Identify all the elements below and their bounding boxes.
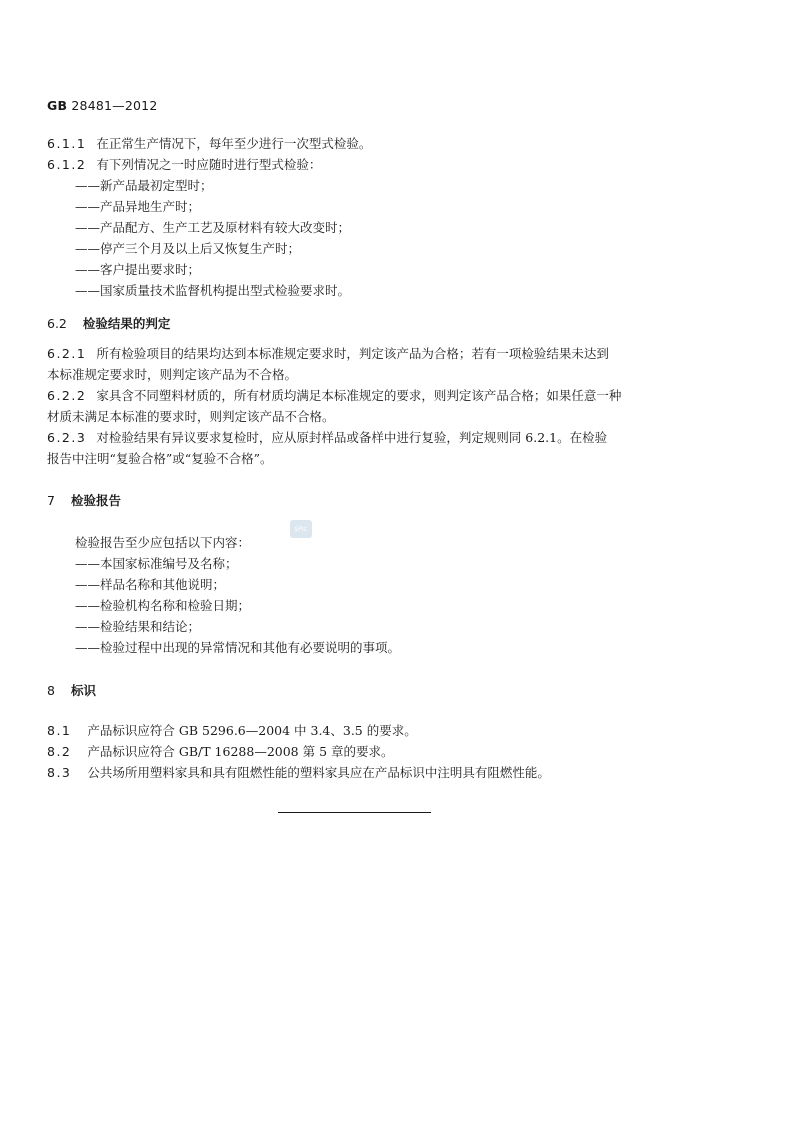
clause-8-2 [47,741,394,762]
clause-text: 公共场所用塑料家具和具有阻燃性能的塑料家具应在产品标识中注明具有阻燃性能。 [87,765,550,780]
section-number: 8 [47,683,55,698]
section-7-heading [47,491,121,509]
clause-6-1-2 [47,154,321,175]
clause-6-2-3 [47,427,607,448]
clause-number: 8.1 [47,723,72,738]
list-item: ——产品异地生产时； [75,199,201,214]
section-title: 检验报告 [70,493,121,508]
section-6-2-heading [47,314,170,332]
clause-number: 6.2.1 [47,346,87,361]
report-intro: 检验报告至少应包括以下内容： [75,535,251,550]
clause-8-3 [47,762,550,783]
clause-text: 产品标识应符合 GB 5296.6—2004 中 3.4、3.5 的要求。 [87,723,417,738]
section-8-heading [47,681,96,699]
list-item: ——客户提出要求时； [75,262,201,277]
clause-text: 在正常生产情况下，每年至少进行一次型式检验。 [96,136,372,151]
clause-text: 有下列情况之一时应随时进行型式检验： [96,157,322,172]
clause-number: 8.3 [47,765,72,780]
standard-code: 28481—2012 [71,98,158,113]
section-title: 检验结果的判定 [82,316,171,331]
section-number: 7 [47,493,55,508]
clause-6-2-1-cont: 本标准规定要求时，则判定该产品为不合格。 [47,367,298,382]
list-item: ——新产品最初定型时； [75,178,213,193]
clause-6-2-2-cont: 材质未满足本标准的要求时，则判定该产品不合格。 [47,409,335,424]
end-rule [278,812,431,813]
clause-text: 所有检验项目的结果均达到本标准规定要求时，判定该产品为合格；若有一项检验结果未达到 [96,346,609,361]
list-item: ——检验机构名称和检验日期； [75,598,251,613]
clause-text: 家具含不同塑料材质的，所有材质均满足本标准规定的要求，则判定该产品合格；如果任意一种 [96,388,622,403]
list-item: ——本国家标准编号及名称； [75,556,238,571]
clause-number: 6.1.1 [47,136,87,151]
list-item: ——检验结果和结论； [75,619,201,634]
clause-number: 8.2 [47,744,72,759]
clause-text: 对检验结果有异议要求复检时，应从原封样品或备样中进行复验，判定规则同 6.2.1。在检验 [96,430,608,445]
clause-8-1 [47,720,417,741]
clause-6-2-3-cont: 报告中注明“复验合格”或“复验不合格”。 [47,451,273,466]
list-item: ——检验过程中出现的异常情况和其他有必要说明的事项。 [75,640,401,655]
clause-number: 6.2.3 [47,430,87,445]
list-item: ——产品配方、生产工艺及原材料有较大改变时； [75,220,351,235]
clause-6-2-1 [47,343,609,364]
clause-number: 6.2.2 [47,388,87,403]
watermark-logo: SPIC [290,520,312,538]
list-item: ——国家质量技术监督机构提出型式检验要求时。 [75,283,351,298]
clause-6-1-1 [47,133,371,154]
standard-prefix: GB [47,98,68,113]
section-title: 标识 [70,683,96,698]
list-item: ——停产三个月及以上后又恢复生产时； [75,241,301,256]
list-item: ——样品名称和其他说明； [75,577,226,592]
clause-number: 6.1.2 [47,157,87,172]
clause-6-2-2 [47,385,621,406]
document-header [47,98,157,113]
section-number: 6.2 [47,316,67,331]
clause-text: 产品标识应符合 GB/T 16288—2008 第 5 章的要求。 [87,744,394,759]
